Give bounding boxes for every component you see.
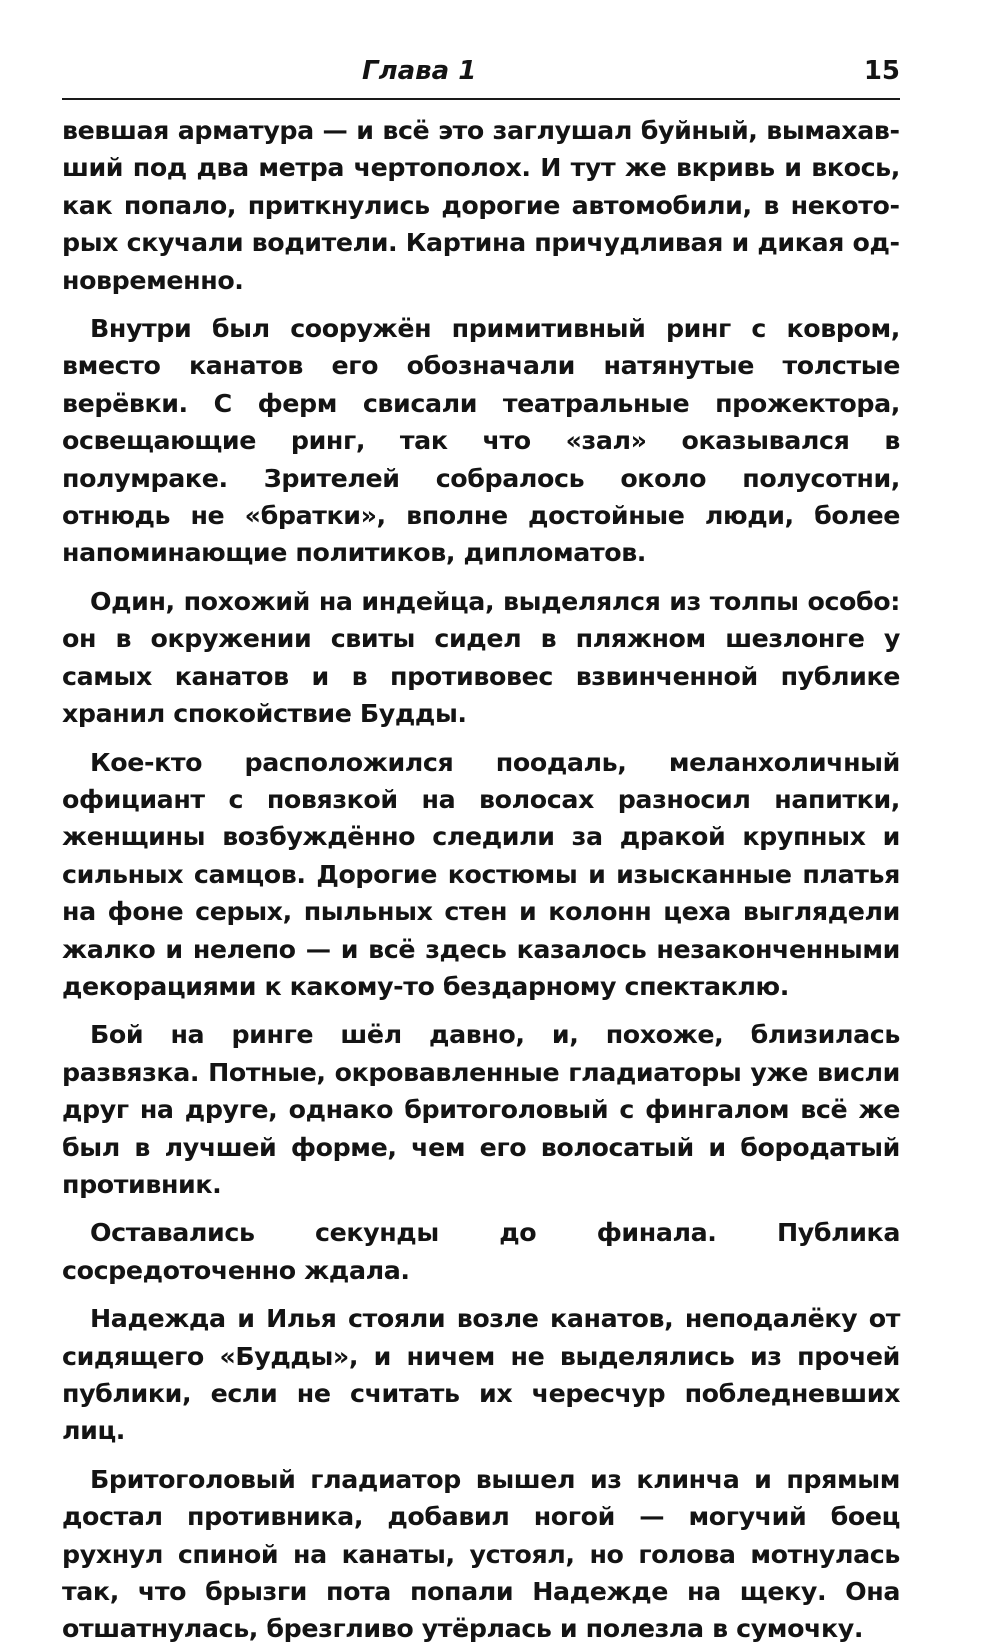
- paragraph-5: Бой на ринге шёл давно, и, похоже, близилась развязка. Потные, окровавленные гладиаторы уже висли друг на друге, однако бритоголовый с фингалом всё же был в лучшей форме, чем его волосатый и бородатый противник.: [62, 1020, 900, 1199]
- paragraph-3: Один, похожий на индейца, выделялся из толпы особо: он в окружении свиты сидел в пляжном шезлонге у самых канатов и в противовес взвинченной публике хранил спокойствие Будды.: [62, 586, 900, 729]
- paragraph-1: вевшая арматура — и всё это заглушал буйный, вымахавший под два метра чертополох. И тут же вкривь и вкось, как попало, приткнулись дорогие автомобили, в некоторых скучали водители. Картина причудливая и дикая одновременно.: [62, 116, 900, 295]
- running-header: [62, 50, 900, 100]
- paragraph-8: Бритоголовый гладиатор вышел из клинча и прямым достал противника, добавил ногой — могучий боец рухнул спиной на канаты, устоял, но голова мотнулась так, что брызги пота попали Надежде на щеку. Она отшатнулась, брезгливо утёрлась и полезла в сумочку.: [62, 1464, 900, 1644]
- paragraph-7: Надежда и Илья стояли возле канатов, неподалёку от сидящего «Будды», и ничем не выделялись из прочей публики, если не считать их чересчур побледневших лиц.: [62, 1304, 900, 1446]
- book-page: [62, 50, 900, 1644]
- page-number: 15: [863, 56, 900, 86]
- body-text: [62, 112, 900, 1648]
- chapter-title: Глава 1: [362, 56, 477, 86]
- paragraph-4: Кое-кто расположился поодаль, меланхоличный официант с повязкой на волосах разносил напитки, женщины возбуждённо следили за дракой крупных и сильных самцов. Дорогие костюмы и изысканные платья на фоне серых, пыльных стен и колонн цеха выглядели жалко и нелепо — и всё здесь казалось незаконченными декорациями к какому-то бездарному спектаклю.: [62, 747, 900, 1001]
- paragraph-2: Внутри был сооружён примитивный ринг с ковром, вместо канатов его обозначали натянутые толстые верёвки. С ферм свисали театральные прожектора, освещающие ринг, так что «зал» оказывался в полумраке. Зрителей собралось около полусотни, отнюдь не «братки», вполне достойные люди, более напоминающие политиков, дипломатов.: [62, 314, 900, 568]
- paragraph-6: Оставались секунды до финала. Публика сосредоточенно ждала.: [62, 1218, 900, 1285]
